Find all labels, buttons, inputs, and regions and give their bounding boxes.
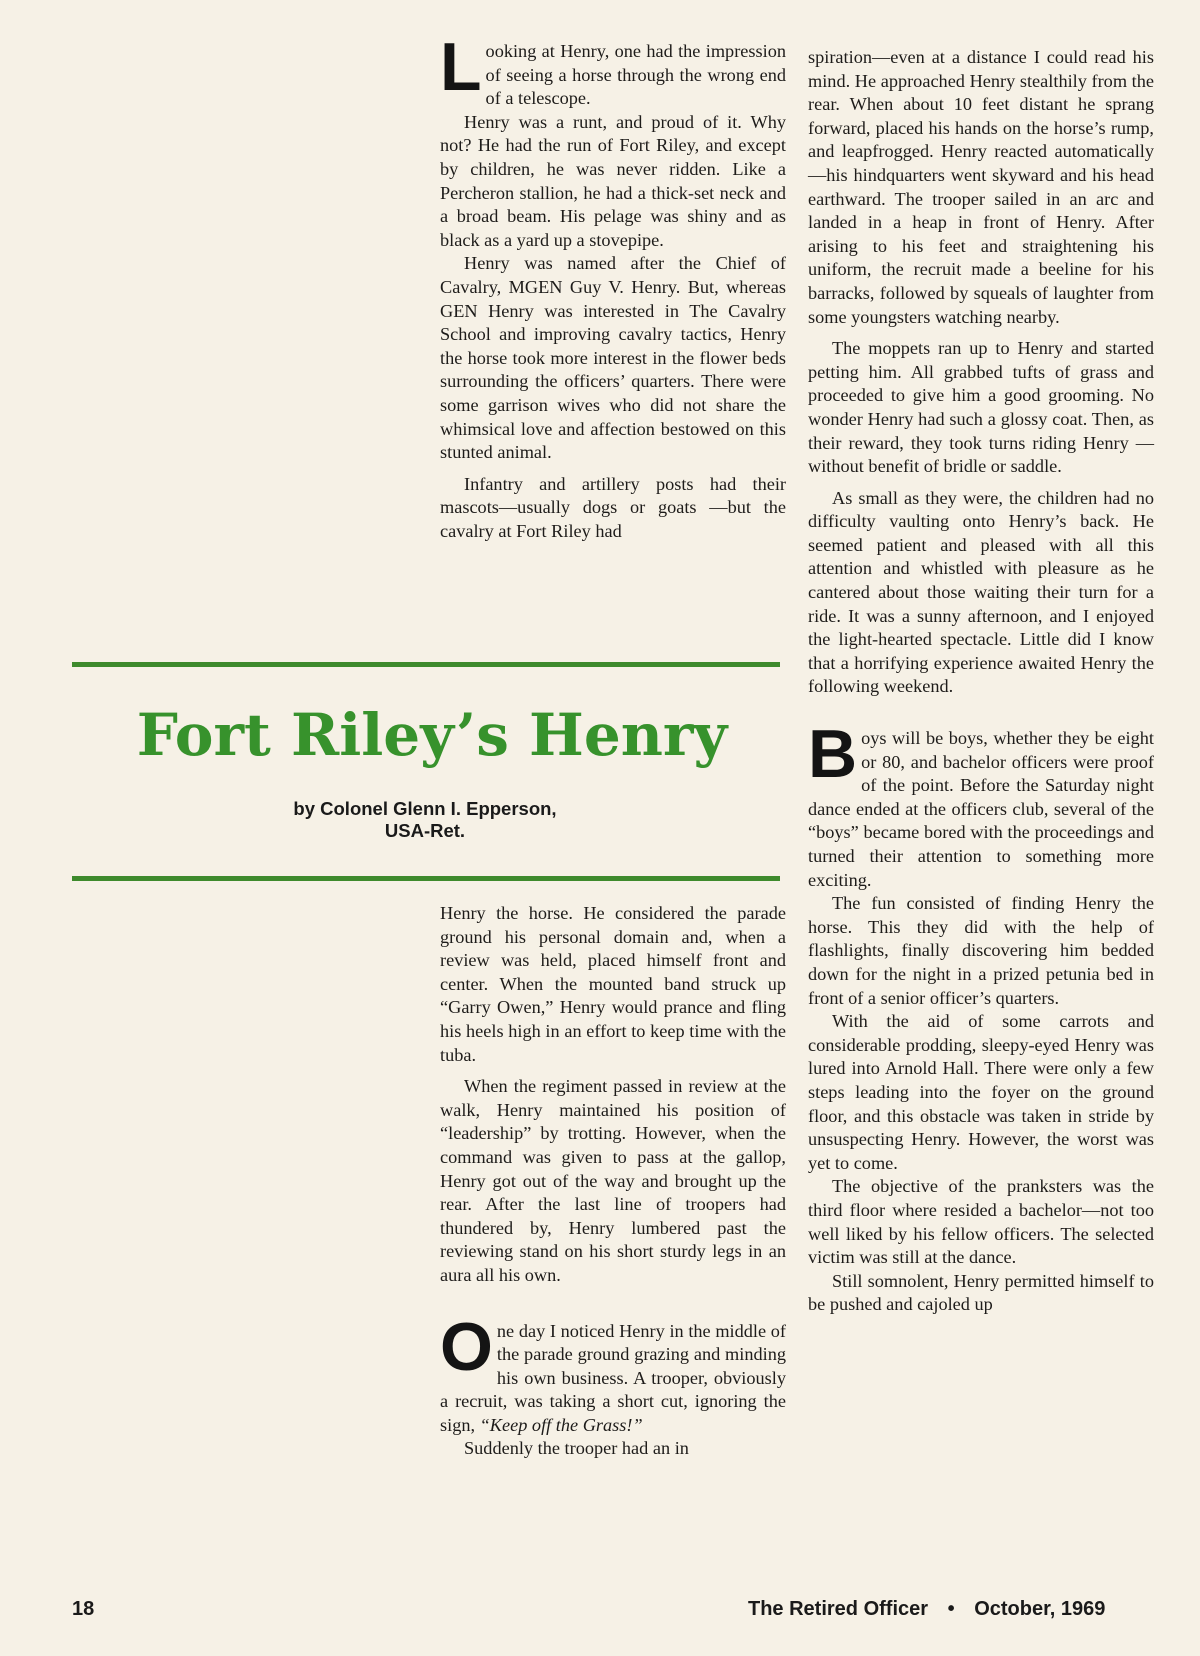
publication-name: The Retired Officer: [748, 1598, 929, 1620]
column-1-bottom: [440, 902, 786, 1461]
footer-credit: [748, 1598, 1105, 1621]
column-1-top: [440, 29, 786, 543]
paragraph: The objective of the pranksters was the third floor where resided a bachelor—not too well liked by his fellow officers. The selected victim was still at the dance.: [808, 1176, 1154, 1268]
footer-separator: •: [947, 1598, 955, 1620]
issue-date: October, 1969: [974, 1598, 1106, 1620]
paragraph: Henry the horse. He considered the parade ground his personal domain and, when a review was held, placed himself front and center. When the mounted band struck up “Garry Owen,” Henry would prance and fling his heels high in an effort to keep time with the tuba.: [440, 903, 786, 1065]
page-number: 18: [72, 1598, 95, 1620]
paragraph: Henry was named after the Chief of Cavalry, MGEN Guy V. Henry. But, whereas GEN Henry was interested in The Cavalry School and improving cavalry tactics, Henry the horse took more interest in the flower beds surrounding the officers’ quarters. There were some garrison wives who did not share the whimsical love and affection bestowed on this stunted animal.: [440, 253, 786, 463]
byline-author: by Colonel Glenn I. Epperson,: [293, 798, 557, 819]
drop-cap: O: [440, 1308, 493, 1385]
byline-rank: USA-Ret.: [384, 820, 466, 841]
paragraph: Infantry and artillery posts had their mascots—usually dogs or goats —but the cavalry at Fort Riley had: [440, 473, 786, 541]
byline: [260, 798, 590, 842]
paragraph: spiration—even at a distance I could read his mind. He approached Henry stealthily from the rear. When about 10 feet distant he sprang forward, placed his hands on the horse’s rump, and leapfrogged. Henry reacted automatically—his hindquarters went skyward and his head earthward. The trooper sailed in an arc and landed in a heap in front of Henry. After arising to his feet and straightening his uniform, the recruit made a beeline for his barracks, followed by squeals of laughter from some youngsters watching nearby.: [808, 47, 1154, 327]
drop-cap: L: [440, 29, 482, 105]
paragraph: As small as they were, the children had no difficulty vaulting onto Henry’s back. He seemed patient and pleased with all this attention and whistled with pleasure as he cantered about those waiting their turn for a ride. It was a sunny afternoon, and I enjoyed the light-hearted spectacle. Little did I know that a horrifying experience awaited Henry the following weekend.: [808, 487, 1154, 697]
paragraph: Looking at Henry, one had the impression of seeing a horse through the wrong end of a telescope.: [440, 29, 786, 109]
article-title: Fort Riley’s Henry: [136, 701, 728, 769]
paragraph: With the aid of some carrots and considerable prodding, sleepy-eyed Henry was lured into Arnold Hall. There were only a few steps leading into the foyer on the ground floor, and this obstacle was taken in stride by unsuspecting Henry. However, the worst was yet to come.: [808, 1011, 1154, 1173]
title-rule-top: [72, 662, 780, 667]
paragraph: Henry was a runt, and proud of it. Why not? He had the run of Fort Riley, and except by children, he was never ridden. Like a Percheron stallion, he had a thick-set neck and a broad beam. His pelage was shiny and as black as a yard up a stovepipe.: [440, 111, 786, 250]
paragraph: When the regiment passed in review at the walk, Henry maintained his position of “leadership” by trotting. However, when the command was given to pass at the gallop, Henry got out of the way and brought up the rear. After the last line of troopers had thundered by, Henry lumbered past the reviewing stand on his short sturdy legs in an aura all his own.: [440, 1076, 786, 1285]
drop-cap: B: [808, 716, 858, 793]
paragraph: The fun consisted of finding Henry the horse. This they did with the help of flashlights, finally discovering him bedded down for the night in a prized petunia bed in front of a senior officer’s quarters.: [808, 893, 1154, 1008]
paragraph: One day I noticed Henry in the middle of the parade ground grazing and minding his own business. A trooper, obviously a recruit, was taking a short cut, ignoring the sign, “Keep off the Grass!”: [440, 1308, 786, 1435]
paragraph: Boys will be boys, whether they be eight or 80, and bachelor officers were proof of the point. Before the Saturday night dance ended at the officers club, several of the “boys” became bored with the proceedings and turned their attention to something more exciting.: [808, 716, 1154, 890]
paragraph: The moppets ran up to Henry and started petting him. All grabbed tufts of grass and proceeded to give him a good grooming. No wonder Henry had such a glossy coat. Then, as their reward, they took turns riding Henry —without benefit of bridle or saddle.: [808, 338, 1154, 477]
column-2: [808, 46, 1154, 1317]
paragraph: Still somnolent, Henry permitted himself to be pushed and cajoled up: [808, 1270, 1154, 1315]
paragraph: Suddenly the trooper had an in: [464, 1438, 689, 1459]
sign-text: “Keep off the Grass!”: [479, 1414, 643, 1435]
title-rule-bottom: [72, 876, 780, 881]
